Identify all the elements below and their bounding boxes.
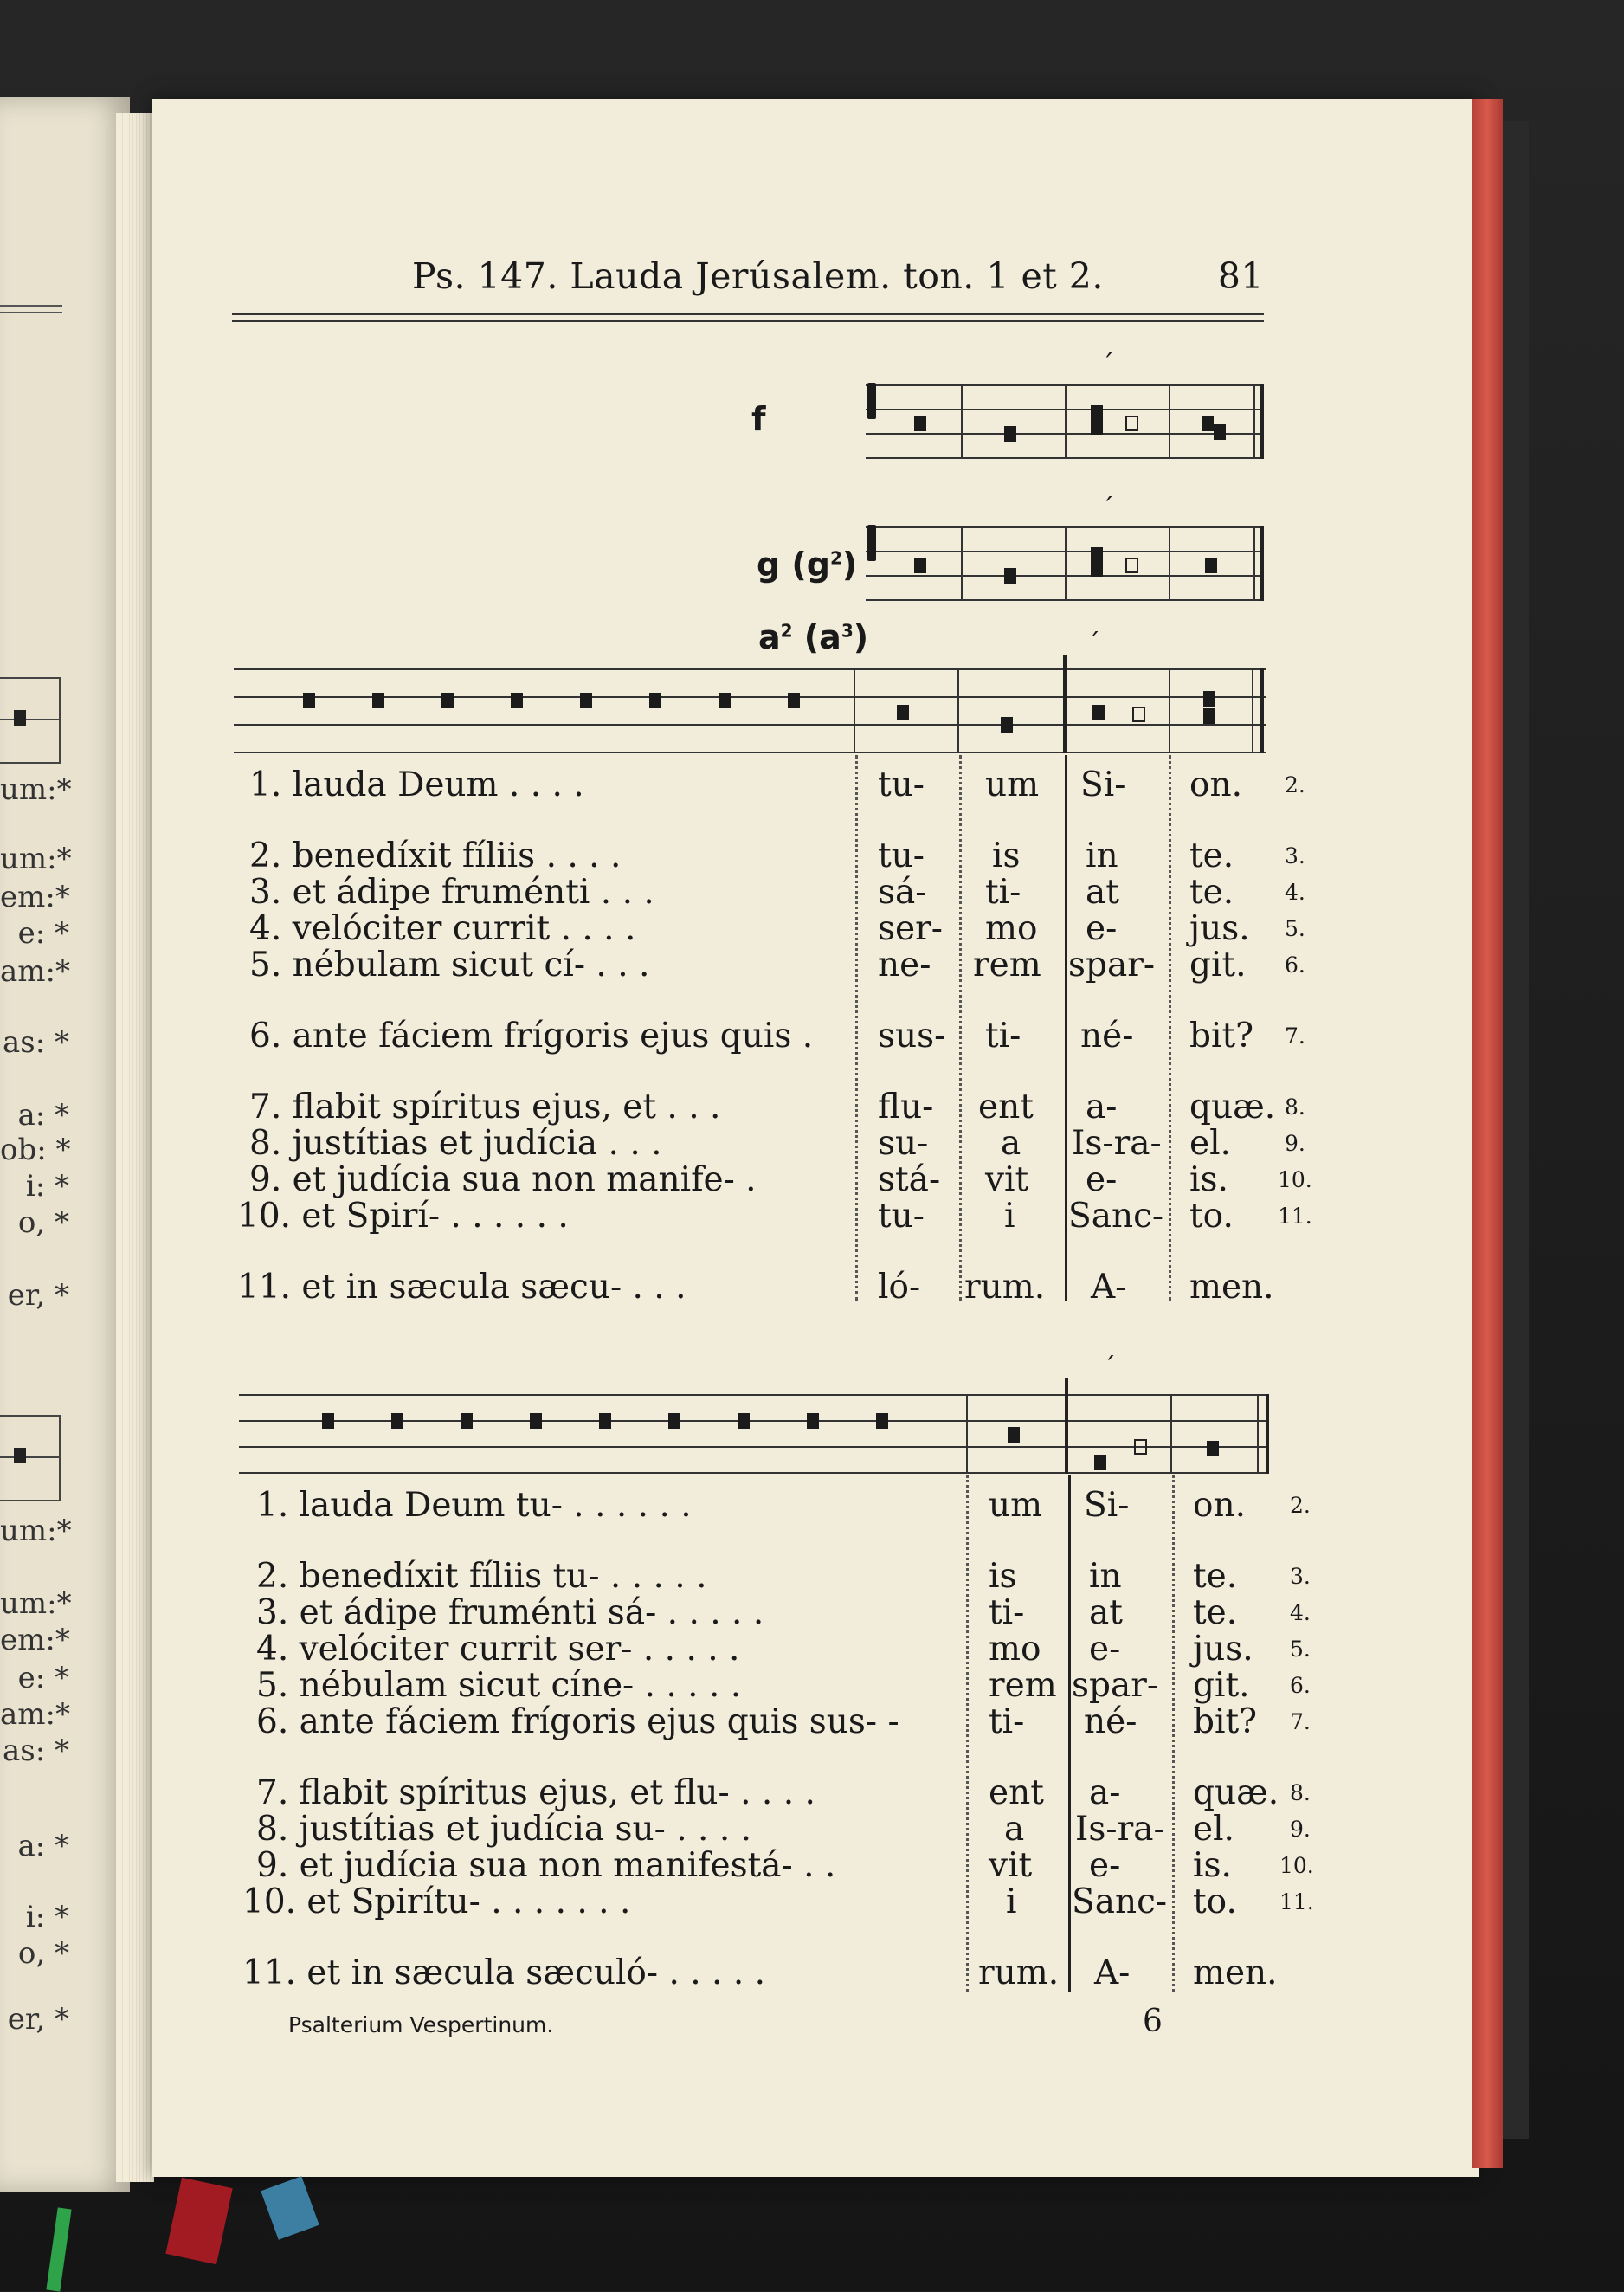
left-page-fragment: i: * xyxy=(25,1900,69,1934)
left-page-fragment: a: * xyxy=(17,1829,69,1863)
left-page-rule xyxy=(0,305,62,307)
verse-syllable: vit xyxy=(989,1846,1033,1885)
next-verse-number: 4. xyxy=(1285,880,1305,905)
verse-text: 2. benedíxit fíliis tu- . . . . . xyxy=(256,1557,707,1596)
left-page-fragment: o, * xyxy=(17,1936,69,1971)
verse-syllable: spar- xyxy=(1068,946,1156,985)
verse-syllable: a- xyxy=(1086,1088,1118,1127)
next-verse-number: 8. xyxy=(1290,1780,1311,1805)
verse-syllable: um xyxy=(989,1486,1043,1525)
verse-syllable: to. xyxy=(1189,1197,1234,1236)
verse-text: 2. benedíxit fíliis . . . . xyxy=(249,836,622,875)
left-page-fragment: er, * xyxy=(7,2002,69,2037)
next-verse-number: 6. xyxy=(1285,952,1305,978)
verse-syllable: a xyxy=(1004,1810,1025,1849)
left-facing-page xyxy=(0,97,130,2192)
verse-syllable: né- xyxy=(1084,1702,1137,1741)
verse-syllable: is. xyxy=(1189,1160,1228,1199)
verse-syllable: ent xyxy=(989,1773,1044,1812)
verse-syllable: mo xyxy=(985,909,1038,948)
verse-text: 8. justítias et judícia . . . xyxy=(249,1124,662,1163)
verse-syllable: flu- xyxy=(878,1088,934,1127)
verse-text: 9. et judícia sua non manife- . xyxy=(249,1160,757,1199)
verse-text: 9. et judícia sua non manifestá- . . xyxy=(256,1846,836,1885)
verse-syllable: su- xyxy=(878,1124,929,1163)
verse-syllable: at xyxy=(1089,1593,1123,1632)
verse-syllable: rum. xyxy=(978,1953,1060,1992)
verse-syllable: i xyxy=(1004,1197,1015,1236)
verse-syllable: bit? xyxy=(1193,1702,1258,1741)
verse-text: 8. justítias et judícia su- . . . . xyxy=(256,1810,752,1849)
verse-syllable: e- xyxy=(1089,1630,1121,1669)
footer-book-title: Psalterium Vespertinum. xyxy=(288,2012,554,2037)
next-verse-number: 11. xyxy=(1278,1204,1312,1229)
left-page-fragment: em:* xyxy=(0,880,70,914)
verse-syllable: stá- xyxy=(878,1160,941,1199)
verse-text: 11. et in sæcula sæculó- . . . . . xyxy=(242,1953,766,1992)
left-page-fragment: as: * xyxy=(3,1025,69,1060)
verse-syllable: sá- xyxy=(878,873,927,912)
cover-edge xyxy=(1503,121,1529,2139)
verse-text: 10. et Spirítu- . . . . . . . xyxy=(242,1882,631,1921)
verse-text: 3. et ádipe fruménti sá- . . . . . xyxy=(256,1593,764,1632)
verse-syllable: a xyxy=(1001,1124,1021,1163)
left-page-fragment: er, * xyxy=(7,1278,69,1313)
next-verse-number: 2. xyxy=(1290,1493,1311,1518)
verse-syllable: quæ. xyxy=(1189,1088,1276,1127)
verse-syllable: in xyxy=(1086,836,1118,875)
next-verse-number: 9. xyxy=(1290,1817,1311,1842)
accent-mark: ´ xyxy=(1103,1353,1116,1383)
verse-syllable: ti- xyxy=(989,1593,1025,1632)
verse-syllable: te. xyxy=(1193,1593,1238,1632)
verse-syllable: ent xyxy=(978,1088,1034,1127)
left-page-fragment: e: * xyxy=(17,1661,69,1695)
verse-syllable: is. xyxy=(1193,1846,1232,1885)
verse-syllable: jus. xyxy=(1193,1630,1253,1669)
verse-syllable: e- xyxy=(1086,909,1118,948)
left-page-fragment: em:* xyxy=(0,1623,70,1657)
next-verse-number: 2. xyxy=(1285,772,1305,797)
verse-syllable: ló- xyxy=(878,1268,921,1307)
verse-syllable: né- xyxy=(1080,1017,1134,1056)
verse-syllable: in xyxy=(1089,1557,1122,1596)
verse-syllable: ti- xyxy=(985,1017,1021,1056)
verse-syllable: is xyxy=(992,836,1021,875)
verse-syllable: is xyxy=(989,1557,1017,1596)
red-page-edge xyxy=(1472,99,1503,2168)
verse-syllable: git. xyxy=(1189,946,1247,985)
next-verse-number: 7. xyxy=(1290,1709,1311,1734)
verse-syllable: ne- xyxy=(878,946,931,985)
verse-syllable: tu- xyxy=(878,765,925,804)
next-verse-number: 6. xyxy=(1290,1673,1311,1698)
verse-syllable: Si- xyxy=(1080,765,1126,804)
left-page-fragment: o, * xyxy=(17,1205,69,1240)
verse-syllable: ti- xyxy=(985,873,1021,912)
next-verse-number: 7. xyxy=(1285,1023,1305,1049)
verse-syllable: bit? xyxy=(1189,1017,1254,1056)
verse-syllable: um xyxy=(985,765,1040,804)
verse-syllable: ser- xyxy=(878,909,943,948)
do-clef xyxy=(867,383,876,419)
left-page-fragment: am:* xyxy=(0,954,70,989)
next-verse-number: 3. xyxy=(1290,1564,1311,1589)
next-verse-number: 5. xyxy=(1285,916,1305,941)
verse-text: 5. nébulam sicut cí- . . . xyxy=(249,946,650,985)
verse-syllable: on. xyxy=(1189,765,1242,804)
accent-mark: ´ xyxy=(1101,494,1114,524)
next-verse-number: 10. xyxy=(1278,1167,1312,1192)
staff-label-f: f xyxy=(751,400,766,438)
verse-text: 1. lauda Deum tu- . . . . . . xyxy=(256,1486,692,1525)
next-verse-number: 3. xyxy=(1285,843,1305,868)
verse-syllable: e- xyxy=(1089,1846,1121,1885)
verse-syllable: jus. xyxy=(1189,909,1250,948)
verse-syllable: te. xyxy=(1189,873,1234,912)
verse-syllable: A- xyxy=(1091,1268,1127,1307)
verse-syllable: mo xyxy=(989,1630,1041,1669)
page-title: Ps. 147. Lauda Jerúsalem. ton. 1 et 2. xyxy=(412,255,1104,297)
verse-syllable: quæ. xyxy=(1193,1773,1279,1812)
next-verse-number: 11. xyxy=(1279,1889,1314,1914)
column-separator xyxy=(1068,1475,1071,1992)
verse-syllable: sus- xyxy=(878,1017,946,1056)
verse-syllable: at xyxy=(1086,873,1119,912)
verse-syllable: e- xyxy=(1086,1160,1118,1199)
header-rule xyxy=(232,320,1264,322)
left-page-staff xyxy=(0,1415,61,1501)
left-page-fragment: e: * xyxy=(17,916,69,951)
left-page-rule xyxy=(0,312,62,313)
left-page-fragment: um:* xyxy=(0,842,72,876)
left-page-fragment: i: * xyxy=(25,1169,69,1204)
page-edges xyxy=(116,113,154,2182)
column-separator xyxy=(1065,755,1067,1301)
accent-mark: ´ xyxy=(1087,629,1100,659)
verse-text: 11. et in sæcula sæcu- . . . xyxy=(237,1268,686,1307)
verse-syllable: el. xyxy=(1189,1124,1231,1163)
verse-syllable: Sanc- xyxy=(1068,1197,1164,1236)
verse-syllable: rum. xyxy=(964,1268,1046,1307)
staff-label-a: $a^2$ $(a^3)$ xyxy=(758,618,869,656)
verse-syllable: vit xyxy=(985,1160,1029,1199)
verse-syllable: Is-ra- xyxy=(1075,1810,1165,1849)
column-separator xyxy=(959,755,962,1301)
verse-syllable: rem xyxy=(989,1666,1057,1705)
left-page-fragment: am:* xyxy=(0,1697,70,1732)
verse-syllable: git. xyxy=(1193,1666,1250,1705)
verse-text: 10. et Spirí- . . . . . . xyxy=(237,1197,569,1236)
verse-syllable: te. xyxy=(1193,1557,1238,1596)
verse-syllable: Sanc- xyxy=(1072,1882,1168,1921)
do-clef xyxy=(867,525,876,561)
left-page-staff xyxy=(0,677,61,764)
footer-signature-mark: 6 xyxy=(1143,2004,1163,2039)
verse-syllable: te. xyxy=(1189,836,1234,875)
chant-staff-section2 xyxy=(239,1394,1269,1474)
verse-syllable: el. xyxy=(1193,1810,1234,1849)
verse-syllable: a- xyxy=(1089,1773,1121,1812)
verse-syllable: ti- xyxy=(989,1702,1025,1741)
next-verse-number: 9. xyxy=(1285,1131,1305,1156)
verse-syllable: on. xyxy=(1193,1486,1246,1525)
column-separator xyxy=(1169,755,1171,1301)
verse-syllable: A- xyxy=(1094,1953,1131,1992)
left-page-fragment: ob: * xyxy=(0,1133,71,1167)
verse-syllable: Si- xyxy=(1084,1486,1130,1525)
left-page-fragment: um:* xyxy=(0,1586,72,1621)
next-verse-number: 5. xyxy=(1290,1637,1311,1662)
verse-syllable: to. xyxy=(1193,1882,1237,1921)
chant-staff-f xyxy=(866,384,1264,459)
verse-syllable: tu- xyxy=(878,836,925,875)
column-separator xyxy=(855,755,858,1301)
next-verse-number: 4. xyxy=(1290,1600,1311,1625)
left-page-fragment: um:* xyxy=(0,1514,72,1548)
left-page-fragment: as: * xyxy=(3,1734,69,1768)
verse-text: 7. flabit spíritus ejus, et . . . xyxy=(249,1088,721,1127)
verse-text: 7. flabit spíritus ejus, et flu- . . . . xyxy=(256,1773,815,1812)
left-page-fragment: a: * xyxy=(17,1098,69,1133)
verse-text: 4. velóciter currit . . . . xyxy=(249,909,636,948)
verse-syllable: Is-ra- xyxy=(1072,1124,1162,1163)
verse-text: 5. nébulam sicut cíne- . . . . . xyxy=(256,1666,742,1705)
verse-syllable: men. xyxy=(1189,1268,1274,1307)
verse-text: 6. ante fáciem frígoris ejus quis . xyxy=(249,1017,814,1056)
verse-syllable: tu- xyxy=(878,1197,925,1236)
verse-syllable: men. xyxy=(1193,1953,1278,1992)
page-number: 81 xyxy=(1217,255,1264,297)
column-separator xyxy=(966,1475,969,1992)
staff-label-g: g $(g^2)$ xyxy=(757,546,858,584)
chant-staff-g xyxy=(866,526,1264,601)
verse-text: 4. velóciter currit ser- . . . . . xyxy=(256,1630,740,1669)
verse-text: 3. et ádipe fruménti . . . xyxy=(249,873,654,912)
chant-staff-section1 xyxy=(234,668,1266,753)
verse-syllable: spar- xyxy=(1072,1666,1159,1705)
verse-syllable: i xyxy=(1006,1882,1017,1921)
next-verse-number: 10. xyxy=(1279,1853,1314,1878)
accent-mark: ´ xyxy=(1101,350,1114,380)
left-page-fragment: um:* xyxy=(0,772,72,807)
next-verse-number: 8. xyxy=(1285,1094,1305,1120)
header-rule xyxy=(232,313,1264,315)
verse-text: 1. lauda Deum . . . . xyxy=(249,765,584,804)
verse-text: 6. ante fáciem frígoris ejus quis sus- - xyxy=(256,1702,899,1741)
verse-syllable: rem xyxy=(973,946,1041,985)
column-separator xyxy=(1172,1475,1175,1992)
